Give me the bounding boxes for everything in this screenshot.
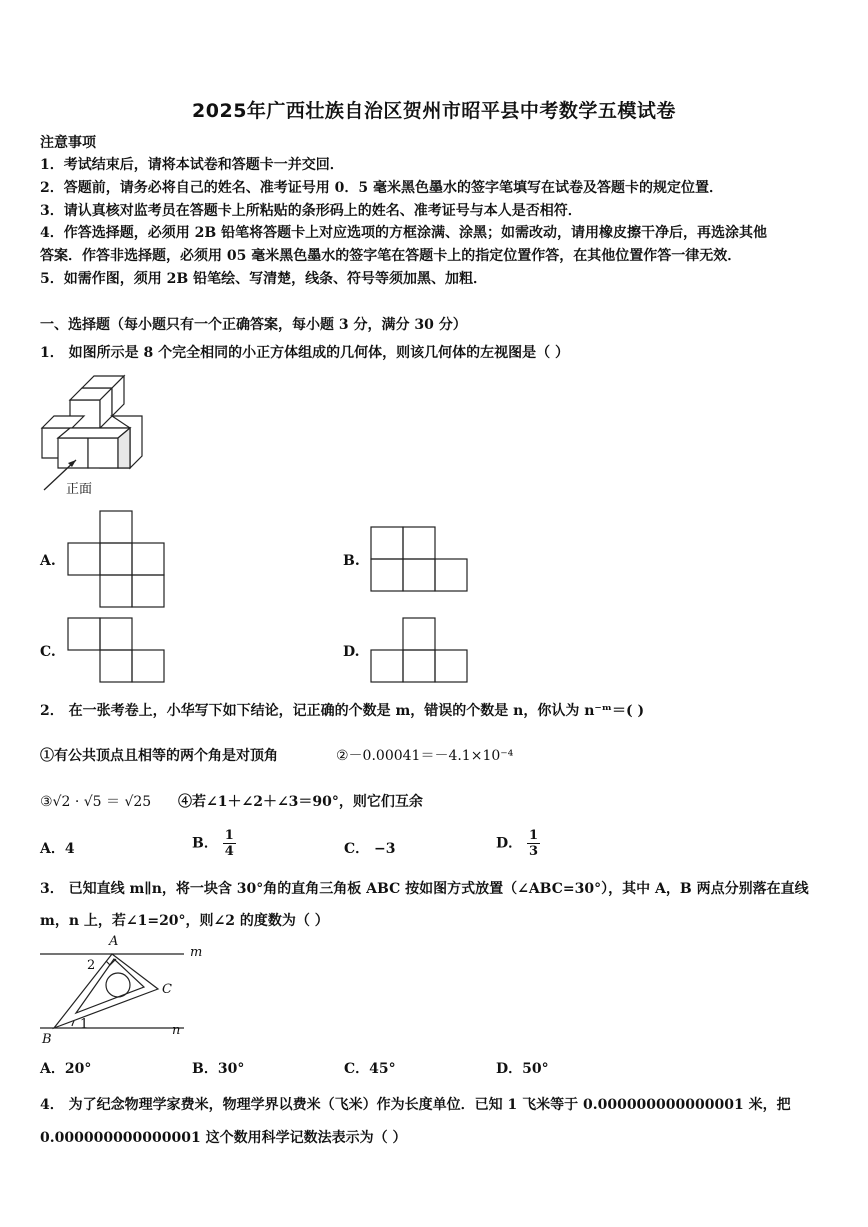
notice-heading: 注意事项: [40, 135, 96, 151]
q3-option-c[interactable]: C．45°: [344, 1061, 396, 1077]
q2-option-d[interactable]: [496, 828, 540, 859]
q3-option-b[interactable]: B．30°: [192, 1061, 245, 1077]
label-angle-1: 1: [80, 1017, 89, 1032]
q2-statement-2: ②－0.00041＝－4.1×10⁻⁴: [336, 748, 514, 764]
q1-option-a-figure[interactable]: [66, 510, 166, 608]
q2-statement-3: ③√2 · √5 ＝ √25: [40, 794, 152, 810]
q1-option-d-label[interactable]: D.: [343, 644, 360, 660]
q2-option-b-fraction: [223, 828, 236, 859]
question-2-text: 2． 在一张考卷上，小华写下如下结论，记正确的个数是 m，错误的个数是 n，你认为 n⁻ᵐ＝( ): [40, 703, 645, 719]
notice-item: 5．如需作图，须用 2B 铅笔绘、写清楚，线条、符号等须加黑、加粗．: [40, 271, 488, 287]
q2-option-b-label: B．: [192, 835, 218, 852]
q2-option-d-label: D．: [496, 835, 523, 852]
q3-option-d[interactable]: D．50°: [496, 1061, 549, 1077]
q2-option-d-fraction: [527, 828, 540, 859]
label-angle-2: 2: [87, 958, 96, 973]
q1-option-c-label[interactable]: C.: [40, 644, 56, 660]
fraction-numerator: 1: [529, 828, 539, 843]
q1-option-c-figure[interactable]: [66, 617, 166, 683]
q1-cube-figure: [38, 370, 148, 495]
notice-item: 1．考试结束后，请将本试卷和答题卡一并交回．: [40, 157, 344, 173]
label-c: C: [162, 982, 172, 997]
question-1-text: 1． 如图所示是 8 个完全相同的小正方体组成的几何体，则该几何体的左视图是（ ）: [40, 345, 569, 361]
q1-option-d-figure[interactable]: [370, 617, 470, 683]
fraction-denominator: 4: [224, 844, 234, 859]
front-label: 正面: [66, 482, 93, 497]
question-3-line-2: m，n 上，若∠1=20°，则∠2 的度数为（ ）: [40, 913, 329, 929]
question-4-line-2: 0.000000000000001 这个数用科学记数法表示为（ ）: [40, 1130, 407, 1146]
notice-item: 答案．作答非选择题，必须用 05 毫米黑色墨水的签字笔在答题卡上的指定位置作答，在其他位置作答一律无效．: [40, 248, 742, 264]
label-a: A: [109, 934, 119, 949]
q3-option-a[interactable]: A．20°: [40, 1061, 92, 1077]
section-heading: 一、选择题（每小题只有一个正确答案，每小题 3 分，满分 30 分）: [40, 317, 467, 333]
q1-option-b-label[interactable]: B.: [343, 553, 360, 569]
q1-option-b-figure[interactable]: [370, 526, 470, 592]
question-4-line-1: 4． 为了纪念物理学家费米，物理学界以费米（飞米）作为长度单位．已知 1 飞米等于 0.000000000000001 米，把: [40, 1097, 791, 1113]
label-b: B: [42, 1032, 52, 1047]
q2-statement-1: ①有公共顶点且相等的两个角是对顶角: [40, 748, 278, 764]
label-m: m: [190, 945, 203, 960]
question-3-line-1: 3． 已知直线 m∥n，将一块含 30°角的直角三角板 ABC 按如图方式放置（∠ABC=30°），其中 A，B 两点分别落在直线: [40, 881, 809, 897]
q2-option-c[interactable]: C． −3: [344, 841, 396, 857]
notice-item: 2．答题前，请务必将自己的姓名、准考证号用 0．5 毫米黑色墨水的签字笔填写在试卷及答题卡的规定位置．: [40, 180, 723, 196]
q2-option-a[interactable]: A．4: [40, 841, 75, 857]
q2-option-b[interactable]: [192, 828, 236, 859]
q1-option-a-label[interactable]: A.: [40, 553, 56, 569]
page-title: 2025年广西壮族自治区贺州市昭平县中考数学五模试卷: [192, 100, 676, 122]
fraction-numerator: 1: [224, 828, 234, 843]
fraction-denominator: 3: [529, 844, 539, 859]
notice-item: 3．请认真核对监考员在答题卡上所粘贴的条形码上的姓名、准考证号与本人是否相符．: [40, 203, 582, 219]
notice-item: 4．作答选择题，必须用 2B 铅笔将答题卡上对应选项的方框涂满、涂黑；如需改动，请用橡皮擦干净后，再选涂其他: [40, 225, 768, 241]
label-n: n: [172, 1023, 181, 1038]
q2-statement-4: ④若∠1＋∠2＋∠3＝90°，则它们互余: [178, 794, 423, 810]
